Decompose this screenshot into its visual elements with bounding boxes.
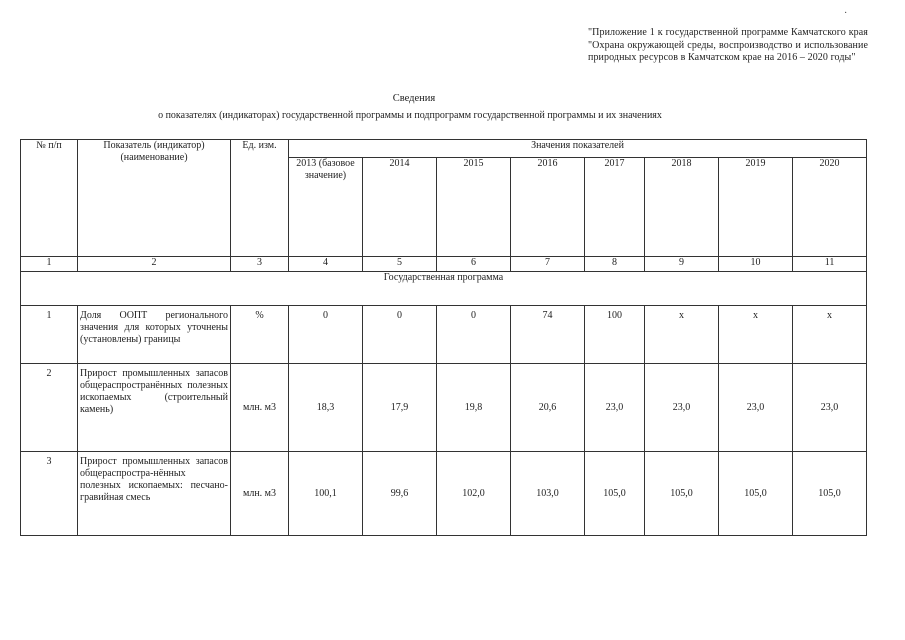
- row-value: 0: [289, 306, 363, 364]
- header-year: 2018: [645, 158, 719, 257]
- row-unit: %: [231, 306, 289, 364]
- row-value: 0: [363, 306, 437, 364]
- header-year: 2017: [585, 158, 645, 257]
- row-value: 105,0: [585, 452, 645, 536]
- row-num: 3: [21, 452, 78, 536]
- row-value: 100: [585, 306, 645, 364]
- header-indicator: Показатель (индикатор) (наименование): [78, 140, 231, 257]
- row-unit: млн. м3: [231, 452, 289, 536]
- column-numbers-row: [21, 257, 867, 272]
- header-year: 2019: [719, 158, 793, 257]
- row-value: 100,1: [289, 452, 363, 536]
- column-number: 5: [363, 257, 437, 272]
- row-num: 1: [21, 306, 78, 364]
- header-row-group: [21, 140, 867, 158]
- row-value: 105,0: [793, 452, 867, 536]
- header-year: 2020: [793, 158, 867, 257]
- row-unit: млн. м3: [231, 364, 289, 452]
- table-row: [21, 306, 867, 364]
- section-label: Государственная программа: [21, 272, 867, 306]
- column-number: 1: [21, 257, 78, 272]
- row-value: x: [645, 306, 719, 364]
- row-indicator: Прирост промышленных запасов общераспространённых полезных ископаемых (строительный камень): [78, 364, 231, 452]
- row-indicator: Прирост промышленных запасов общераспростра-нённых полезных ископаемых: песчано-гравийная смесь: [78, 452, 231, 536]
- row-value: 18,3: [289, 364, 363, 452]
- indicators-table: [20, 139, 867, 536]
- column-number: 11: [793, 257, 867, 272]
- row-value: 105,0: [645, 452, 719, 536]
- header-unit: Ед. изм.: [231, 140, 289, 257]
- row-num: 2: [21, 364, 78, 452]
- document-title: Сведения: [392, 93, 436, 104]
- row-value: x: [793, 306, 867, 364]
- row-value: 17,9: [363, 364, 437, 452]
- column-number: 3: [231, 257, 289, 272]
- appendix-note: "Приложение 1 к государственной программе Камчатского края "Охрана окружающей среды, воспроизводство и использование природных ресурсов в Камчатском крае на 2016 – 2020 годы": [588, 27, 868, 63]
- row-value: 103,0: [511, 452, 585, 536]
- row-value: 19,8: [437, 364, 511, 452]
- header-year: 2014: [363, 158, 437, 257]
- column-number: 4: [289, 257, 363, 272]
- table-row: [21, 452, 867, 536]
- row-value: x: [719, 306, 793, 364]
- section-row: [21, 272, 867, 306]
- header-year: 2015: [437, 158, 511, 257]
- column-number: 7: [511, 257, 585, 272]
- row-value: 23,0: [645, 364, 719, 452]
- row-value: 99,6: [363, 452, 437, 536]
- scan-dot: ·: [844, 8, 848, 19]
- row-value: 23,0: [793, 364, 867, 452]
- row-value: 102,0: [437, 452, 511, 536]
- row-value: 74: [511, 306, 585, 364]
- row-indicator: Доля ООПТ регионального значения для которых уточнены (установлены) границы: [78, 306, 231, 364]
- row-value: 20,6: [511, 364, 585, 452]
- header-year: 2016: [511, 158, 585, 257]
- row-value: 23,0: [585, 364, 645, 452]
- column-number: 2: [78, 257, 231, 272]
- header-values-group: Значения показателей: [289, 140, 867, 158]
- column-number: 8: [585, 257, 645, 272]
- header-year: 2013 (базовое значение): [289, 158, 363, 257]
- column-number: 10: [719, 257, 793, 272]
- table-row: [21, 364, 867, 452]
- header-num: № п/п: [21, 140, 78, 257]
- row-value: 105,0: [719, 452, 793, 536]
- row-value: 0: [437, 306, 511, 364]
- row-value: 23,0: [719, 364, 793, 452]
- document-subtitle: о показателях (индикаторах) государственной программы и подпрограмм государственной программы и их значениях: [158, 110, 662, 121]
- column-number: 9: [645, 257, 719, 272]
- column-number: 6: [437, 257, 511, 272]
